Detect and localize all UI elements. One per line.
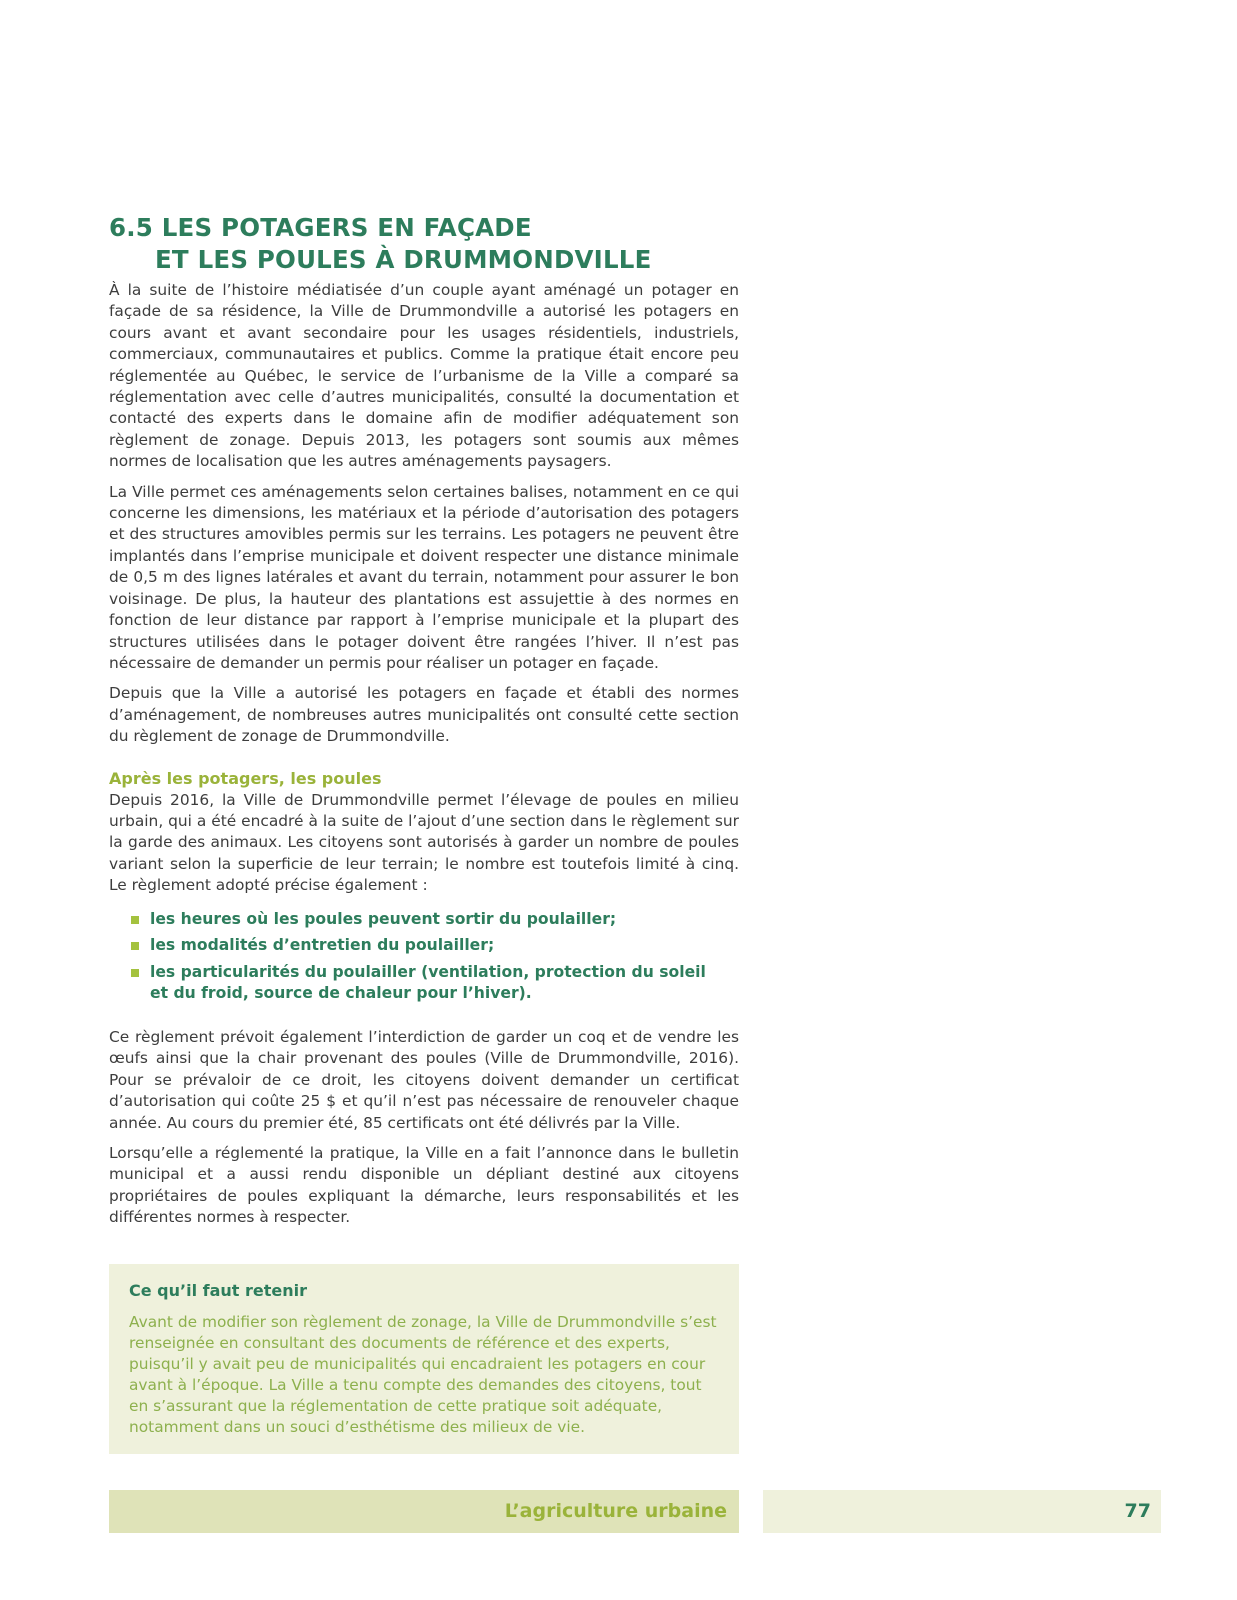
section-title — [109, 212, 739, 276]
footer-chapter-label: L’agriculture urbaine — [504, 1500, 727, 1522]
bullet-list — [109, 909, 739, 1005]
square-bullet-icon — [131, 916, 139, 924]
section-title-line1: 6.5 LES POTAGERS EN FAÇADE — [109, 213, 532, 242]
paragraph: Ce règlement prévoit également l’interdiction de garder un coq et de vendre les œufs ainsi que la chair provenant des poules (Ville de Drummondville, 2016). Pour se prévaloir de ce droit, les citoyens doivent demander un certificat d’autorisation qui coûte 25 $ et qu’il n’est pas nécessaire de renouveler chaque année. Au cours du premier été, 85 certificats ont été délivrés par la Ville. — [109, 1027, 739, 1132]
list-item-text: les heures où les poules peuvent sortir du poulailler; — [150, 909, 617, 928]
key-takeaway-text: Avant de modifier son règlement de zonage, la Ville de Drummondville s’est renseignée en consultant des documents de référence et des experts, puisqu’il y avait peu de municipalités qui encadraient les potagers en cour avant à l’époque. La Ville a tenu compte des demandes des citoyens, tout en s’assurant que la réglementation de cette pratique soit adéquate, notamment dans un souci d’esthétisme des milieux de vie. — [129, 1313, 717, 1436]
paragraph: Depuis que la Ville a autorisé les potagers en façade et établi des normes d’aménagement, de nombreuses autres municipalités ont consulté cette section du règlement de zonage de Drummondville. — [109, 684, 739, 746]
list-item-text: les modalités d’entretien du poulailler; — [150, 936, 495, 955]
section-title-line2: ET LES POULES À DRUMMONDVILLE — [155, 245, 652, 274]
footer-page-band — [763, 1490, 1161, 1533]
subsection-heading: Après les potagers, les poules — [109, 768, 382, 788]
square-bullet-icon — [131, 969, 139, 977]
paragraph: Lorsqu’elle a réglementé la pratique, la Ville en a fait l’annonce dans le bulletin municipal et a aussi rendu disponible un dépliant destiné aux citoyens propriétaires de poules expliquant la démarche, leurs responsabilités et les différentes normes à respecter. — [109, 1143, 739, 1227]
list-item — [131, 909, 710, 931]
paragraph: La Ville permet ces aménagements selon certaines balises, notamment en ce qui concerne les dimensions, les matériaux et la période d’autorisation des potagers et des structures amovibles permis sur les terrains. Les potagers ne peuvent être implantés dans l’emprise municipale et doivent respecter une distance minimale de 0,5 m des lignes latérales et avant du terrain, notamment pour assurer le bon voisinage. De plus, la hauteur des plantations est assujettie à des normes en fonction de leur distance par rapport à l’emprise municipale et la plupart des structures utilisées dans le potager doivent être rangées l’hiver. Il n’est pas nécessaire de demander un permis pour réaliser un potager en façade. — [109, 482, 739, 672]
list-item — [131, 935, 710, 957]
footer-chapter-band — [109, 1490, 739, 1533]
subsection-intro: Depuis 2016, la Ville de Drummondville permet l’élevage de poules en milieu urbain, qui a été encadré à la suite de l’ajout d’une section dans le règlement sur la garde des animaux. Les citoyens sont autorisés à garder un nombre de poules variant selon la superficie de leur terrain; le nombre est toutefois limité à cinq. Le règlement adopté précise également : — [109, 790, 739, 895]
main-content — [109, 212, 739, 1238]
page-number: 77 — [1124, 1500, 1151, 1522]
key-takeaway-box — [109, 1264, 739, 1454]
list-item-text: les particularités du poulailler (ventilation, protection du soleil et du froid, source de chaleur pour l’hiver). — [150, 962, 706, 1003]
paragraph: À la suite de l’histoire médiatisée d’un couple ayant aménagé un potager en façade de sa résidence, la Ville de Drummondville a autorisé les potagers en cours avant et avant secondaire pour les usages résidentiels, industriels, commerciaux, communautaires et publics. Comme la pratique était encore peu réglementée au Québec, le service de l’urbanisme de la Ville a comparé sa réglementation avec celle d’autres municipalités, consulté la documentation et contacté des experts dans le domaine afin de modifier adéquatement son règlement de zonage. Depuis 2013, les potagers sont soumis aux mêmes normes de localisation que les autres aménagements paysagers. — [109, 281, 739, 471]
list-item — [131, 962, 710, 1005]
key-takeaway-title: Ce qu’il faut retenir — [129, 1281, 307, 1300]
square-bullet-icon — [131, 942, 139, 950]
